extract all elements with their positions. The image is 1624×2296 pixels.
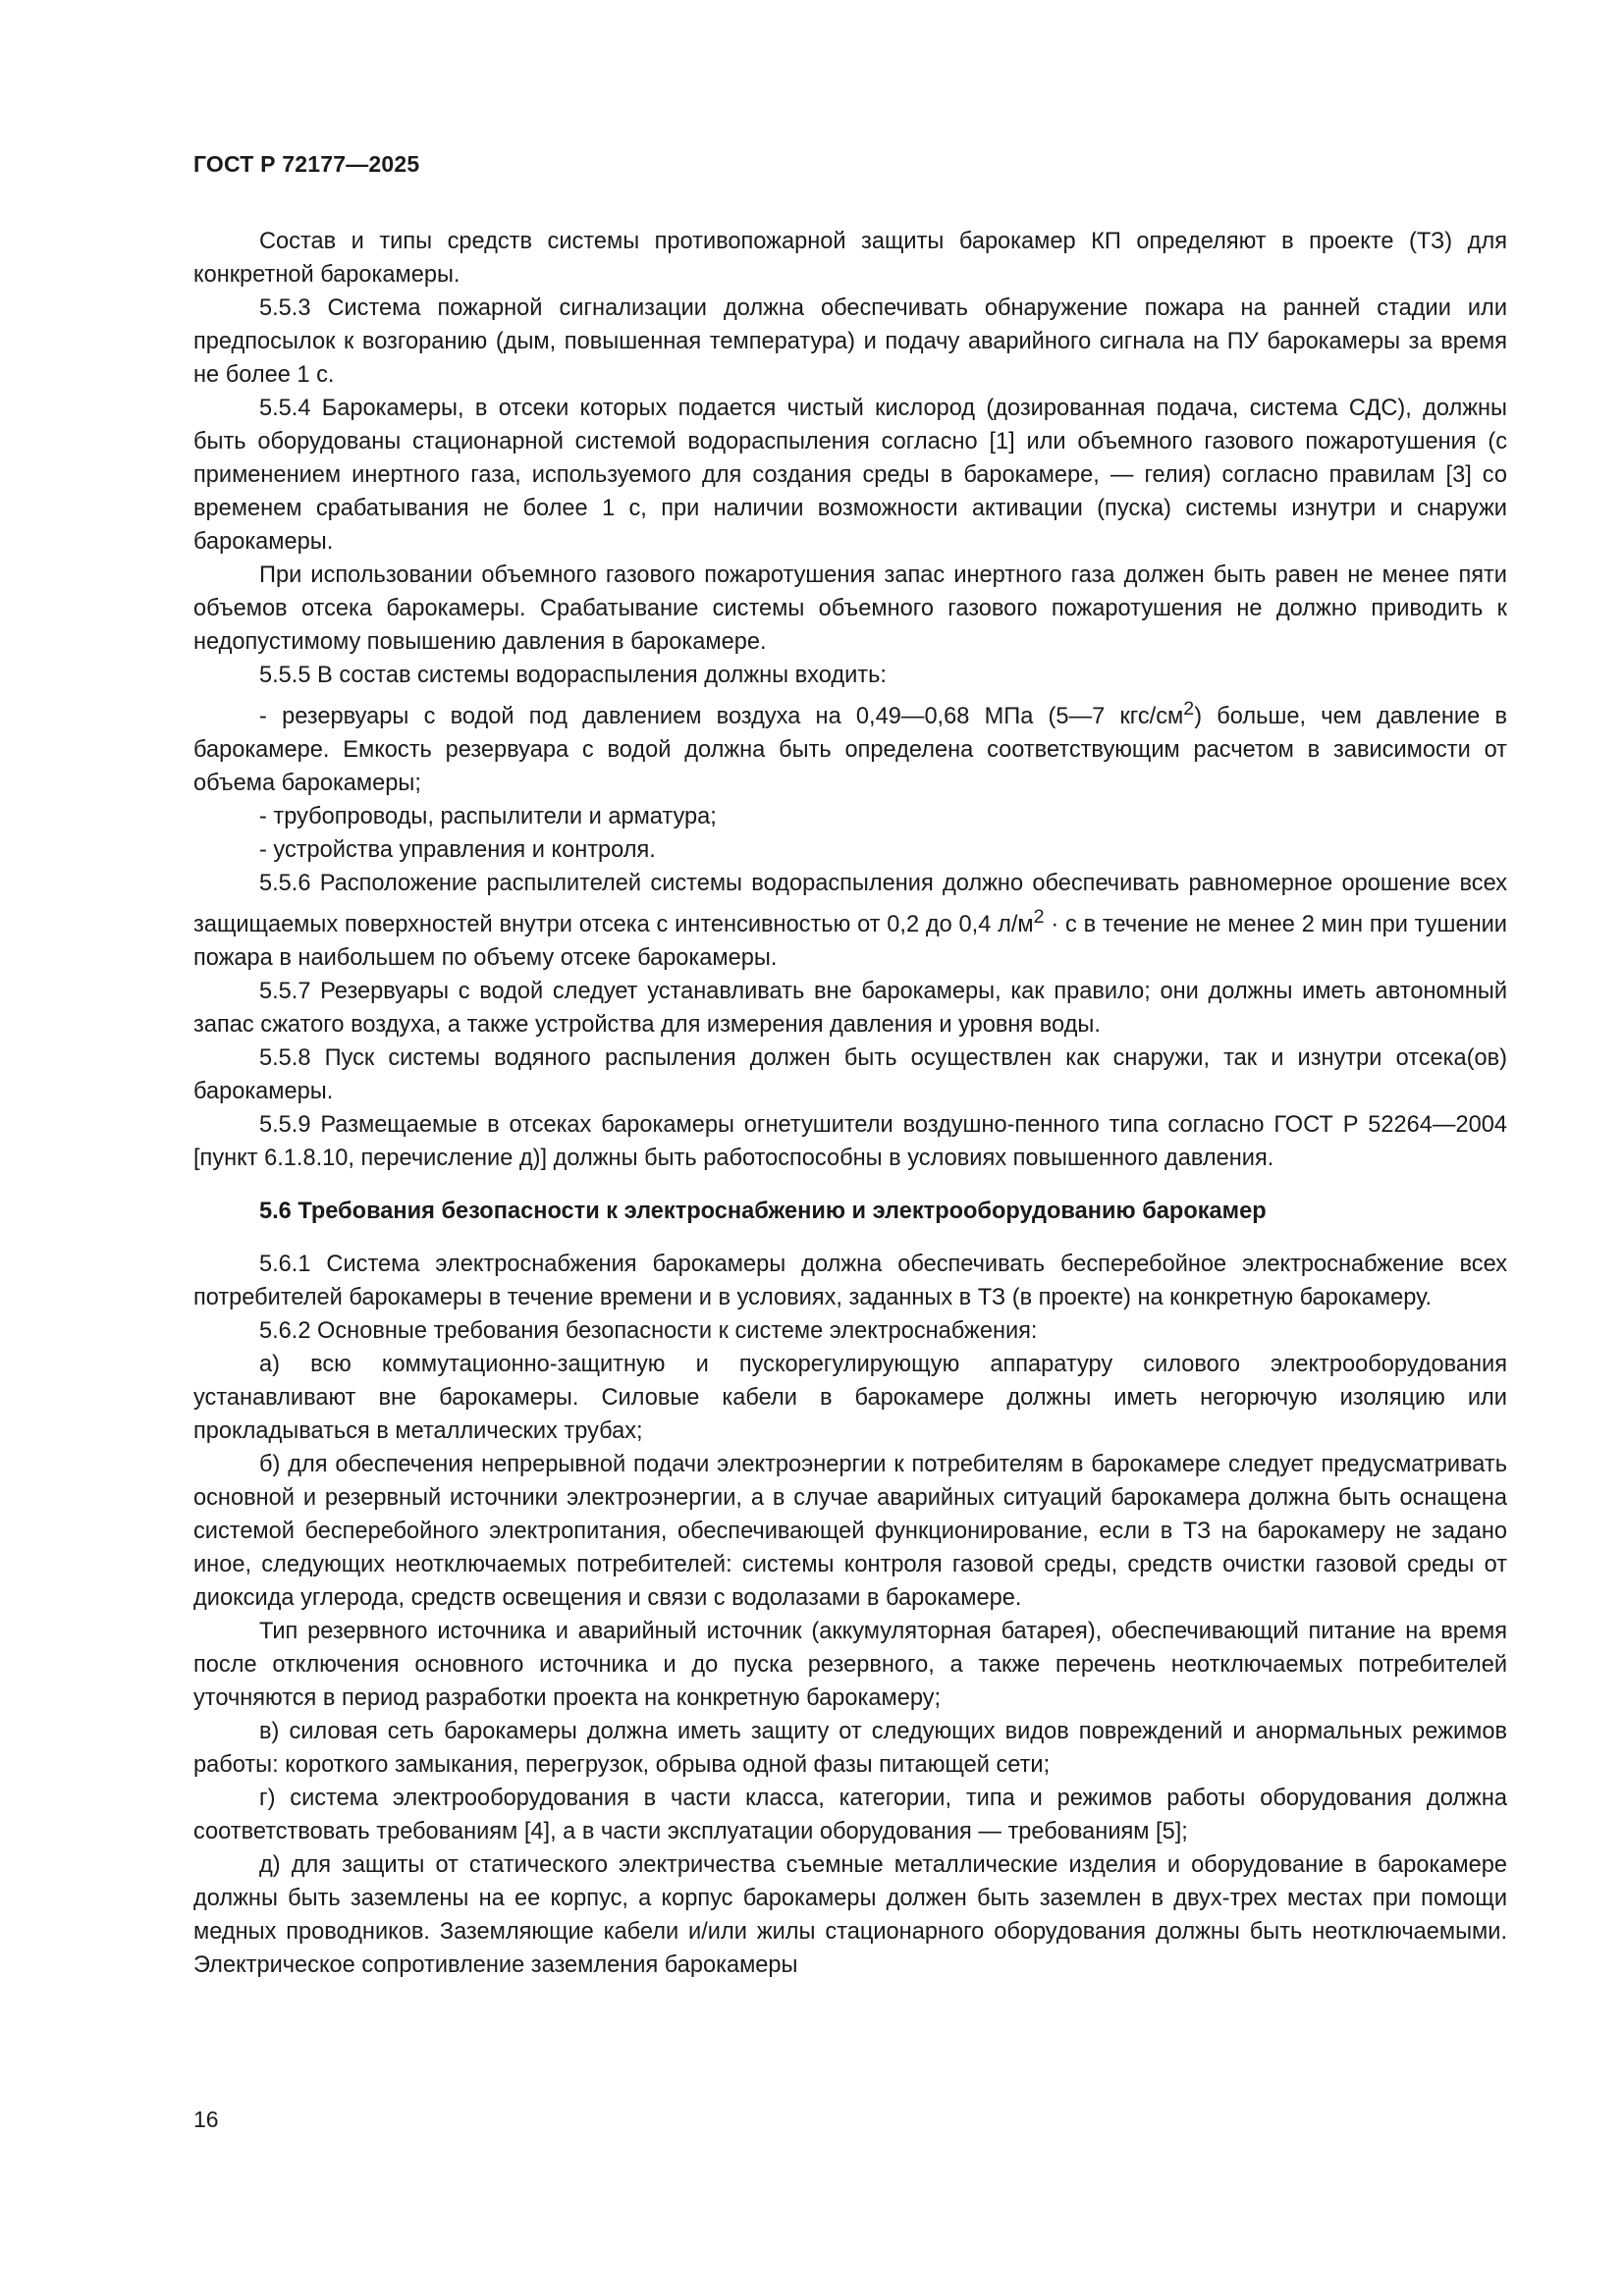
paragraph-5-5-6-text-b: · с в течение не менее 2 мин при тушении пожара в наибольшем по объему отсеке барокамеры. xyxy=(193,911,1507,971)
item-g: г) система электрооборудования в части класса, категории, типа и режимов работы оборудования должна соответствовать требованиям [4], а в части эксплуатации оборудования — требованиям [5]; xyxy=(193,1785,1507,1844)
bullet-reservoirs xyxy=(193,692,1507,800)
paragraph-5-5-3: 5.5.3 Система пожарной сигнализации должна обеспечивать обнаружение пожара на ранней стадии или предпосылок к возгоранию (дым, повышенная температура) и подачу аварийного сигнала на ПУ барокамеры за время не более 1 с. xyxy=(193,295,1507,388)
bullet-pipelines: - трубопроводы, распылители и арматура; xyxy=(259,803,717,829)
paragraph-backup-source: Тип резервного источника и аварийный источник (аккумуляторная батарея), обеспечивающий питание на время после отключения основного источника и до пуска резервного, а также перечень неотключаемых потребителей уточняются в период разработки проекта на конкретную барокамеру; xyxy=(193,1618,1507,1711)
document-body xyxy=(193,225,1507,1982)
paragraph-gas-extinguishing: При использовании объемного газового пожаротушения запас инертного газа должен быть равен не менее пяти объемов отсека барокамеры. Срабатывание системы объемного газового пожаротушения не должно приводить к недопустимому повышению давления в барокамере. xyxy=(193,562,1507,655)
paragraph-5-5-7: 5.5.7 Резервуары с водой следует устанавливать вне барокамеры, как правило; они должны иметь автономный запас сжатого воздуха, а также устройства для измерения давления и уровня воды. xyxy=(193,978,1507,1038)
paragraph-5-5-4: 5.5.4 Барокамеры, в отсеки которых подается чистый кислород (дозированная подача, система СДС), должны быть оборудованы стационарной системой водораспыления согласно [1] или объемного газового пожаротушения (с применением инертного газа, используемого для создания среды в барокамере, — гелия) согласно правилам [3] со временем срабатывания не более 1 с, при наличии возможности активации (пуска) системы изнутри и снаружи барокамеры. xyxy=(193,396,1507,555)
bullet-control-devices: - устройства управления и контроля. xyxy=(259,836,656,863)
superscript-2: 2 xyxy=(1033,905,1045,928)
paragraph-5-5-8: 5.5.8 Пуск системы водяного распыления должен быть осуществлен как снаружи, так и изнутри отсека(ов) барокамеры. xyxy=(193,1044,1507,1104)
item-v: в) силовая сеть барокамеры должна иметь защиту от следующих видов повреждений и анормальных режимов работы: короткого замыкания, перегрузок, обрыва одной фазы питающей сети; xyxy=(193,1718,1507,1778)
page-number: 16 xyxy=(193,2107,219,2132)
paragraph-5-5-6 xyxy=(193,867,1507,975)
bullet-reservoirs-text-a: - резервуары с водой под давлением воздуха на 0,49—0,68 МПа (5—7 кгс/см xyxy=(259,703,1184,729)
bullet-reservoirs-text-b: ) больше, чем давление в барокамере. Емкость резервуара с водой должна быть определена соответствующим расчетом в зависимости от объема барокамеры; xyxy=(193,703,1507,796)
paragraph-5-5-6-text-a: 5.5.6 Расположение распылителей системы водораспыления должно обеспечивать равномерное орошение всех защищаемых поверхностей внутри отсека с интенсивностью от 0,2 до 0,4 л/м xyxy=(193,870,1507,937)
paragraph-5-6-1: 5.6.1 Система электроснабжения барокамеры должна обеспечивать бесперебойное электроснабжение всех потребителей барокамеры в течение времени и в условиях, заданных в ТЗ (в проекте) на конкретную барокамеру. xyxy=(193,1251,1507,1310)
superscript-2: 2 xyxy=(1183,698,1195,720)
paragraph-composition: Состав и типы средств системы противопожарной защиты барокамер КП определяют в проекте (ТЗ) для конкретной барокамеры. xyxy=(193,229,1507,288)
paragraph-5-5-5: 5.5.5 В состав системы водораспыления должны входить: xyxy=(259,663,887,688)
item-a: а) всю коммутационно-защитную и пускорегулирующую аппаратуру силового электрооборудования устанавливают вне барокамеры. Силовые кабели в барокамере должны иметь негорючую изоляцию или прокладываться в металлических трубах; xyxy=(193,1351,1507,1444)
section-heading-5-6: 5.6 Требования безопасности к электроснабжению и электрооборудованию барокамер xyxy=(259,1198,1267,1224)
item-b: б) для обеспечения непрерывной подачи электроэнергии к потребителям в барокамере следует предусматривать основной и резервный источники электроэнергии, а в случае аварийных ситуаций барокамера должна быть оснащена системой бесперебойного электропитания, обеспечивающей функционирование, если в ТЗ на барокамеру не задано иное, следующих неотключаемых потребителей: системы контроля газовой среды, средств очистки газовой среды от диоксида углерода, средств освещения и связи с водолазами в барокамере. xyxy=(193,1451,1507,1611)
paragraph-5-6-2: 5.6.2 Основные требования безопасности к системе электроснабжения: xyxy=(259,1317,1038,1344)
item-d: д) для защиты от статического электричества съемные металлические изделия и оборудование в барокамере должны быть заземлены на ее корпус, а корпус барокамеры должен быть заземлен в двух-трех местах при помощи медных проводников. Заземляющие кабели и/или жилы стационарного оборудования должны быть неотключаемыми. Электрическое сопротивление заземления барокамеры xyxy=(193,1851,1507,1978)
paragraph-5-5-9: 5.5.9 Размещаемые в отсеках барокамеры огнетушители воздушно-пенного типа согласно ГОСТ Р 52264—2004 [пункт 6.1.8.10, перечисление д)] должны быть работоспособны в условиях повышенного давления. xyxy=(193,1111,1507,1171)
document-header: ГОСТ Р 72177—2025 xyxy=(193,151,420,177)
